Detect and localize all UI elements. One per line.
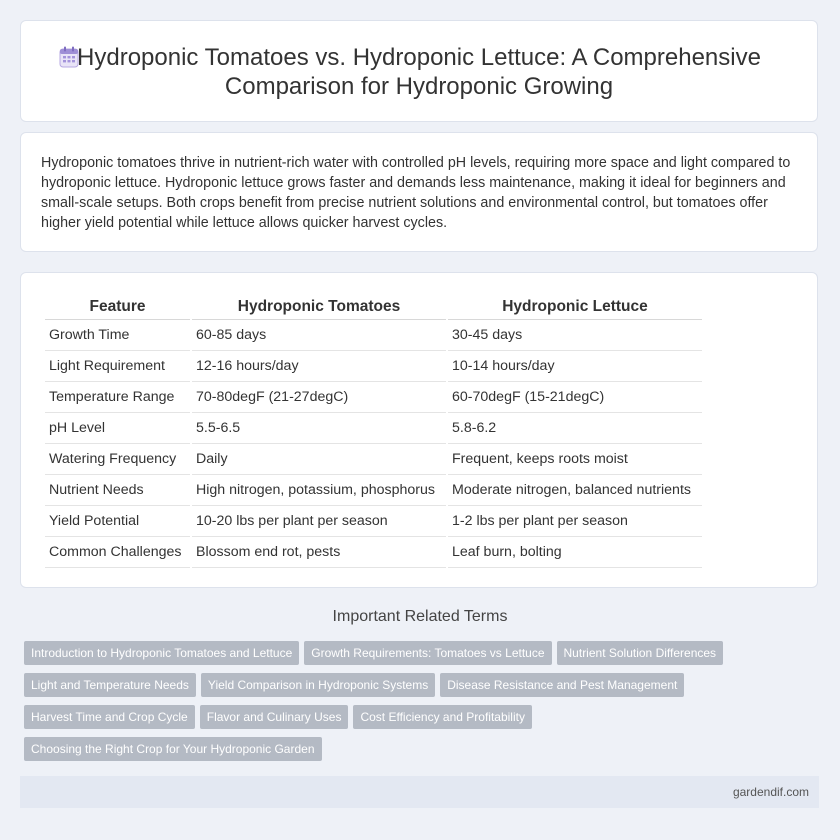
table-row [45,475,702,506]
table-cell: Common Challenges [45,537,190,568]
table-row [45,444,702,475]
related-term-tag[interactable]: Disease Resistance and Pest Management [440,673,684,697]
table-cell: Frequent, keeps roots moist [448,444,702,475]
tag-row [24,705,744,737]
tag-row [24,737,744,769]
table-cell: Yield Potential [45,506,190,537]
table-cell: Leaf burn, bolting [448,537,702,568]
table-cell: 10-14 hours/day [448,351,702,382]
table-row [45,506,702,537]
tag-row [24,641,744,673]
footer-site-link[interactable]: gardendif.com [732,785,809,799]
table-cell: Daily [192,444,446,475]
page-title: Hydroponic Tomatoes vs. Hydroponic Lettuce: A Comprehensive Comparison for Hydroponic Growing [77,44,761,100]
table-row [45,320,702,351]
table-row [45,382,702,413]
related-term-tag[interactable]: Light and Temperature Needs [24,673,196,697]
table-cell: 10-20 lbs per plant per season [192,506,446,537]
table-row [45,413,702,444]
table-row [45,351,702,382]
related-term-tag[interactable]: Nutrient Solution Differences [557,641,724,665]
comparison-table-card [20,272,818,588]
column-header: Hydroponic Tomatoes [192,295,446,320]
table-row [45,537,702,568]
column-header: Hydroponic Lettuce [448,295,702,320]
comparison-table [43,295,704,568]
footer [20,776,819,808]
related-term-tag[interactable]: Cost Efficiency and Profitability [353,705,532,729]
related-term-tag[interactable]: Introduction to Hydroponic Tomatoes and Lettuce [24,641,299,665]
table-cell: Light Requirement [45,351,190,382]
column-header: Feature [45,295,190,320]
table-cell: 60-70degF (15-21degC) [448,382,702,413]
related-term-tag[interactable]: Choosing the Right Crop for Your Hydroponic Garden [24,737,322,761]
related-terms-list [24,641,744,769]
table-cell: High nitrogen, potassium, phosphorus [192,475,446,506]
title-card [20,20,818,122]
table-cell: Moderate nitrogen, balanced nutrients [448,475,702,506]
table-cell: 1-2 lbs per plant per season [448,506,702,537]
table-cell: pH Level [45,413,190,444]
table-header-row [45,295,702,320]
table-cell: 60-85 days [192,320,446,351]
table-cell: Watering Frequency [45,444,190,475]
related-terms-heading: Important Related Terms [332,608,508,625]
related-term-tag[interactable]: Flavor and Culinary Uses [200,705,349,729]
table-cell: Growth Time [45,320,190,351]
table-cell: Nutrient Needs [45,475,190,506]
table-cell: 30-45 days [448,320,702,351]
related-term-tag[interactable]: Harvest Time and Crop Cycle [24,705,195,729]
table-cell: Temperature Range [45,382,190,413]
table-cell: Blossom end rot, pests [192,537,446,568]
intro-paragraph: Hydroponic tomatoes thrive in nutrient-rich water with controlled pH levels, requiring more space and light compared to hydroponic lettuce. Hydroponic lettuce grows faster and demands less maintenance, making it ideal for beginners and small-scale setups. Both crops benefit from precise nutrient solutions and environmental control, but tomatoes offer higher yield potential while lettuce allows quicker harvest cycles. [41,155,791,231]
table-cell: 70-80degF (21-27degC) [192,382,446,413]
table-cell: 5.8-6.2 [448,413,702,444]
table-cell: 5.5-6.5 [192,413,446,444]
related-term-tag[interactable]: Yield Comparison in Hydroponic Systems [201,673,435,697]
table-cell: 12-16 hours/day [192,351,446,382]
related-term-tag[interactable]: Growth Requirements: Tomatoes vs Lettuce [304,641,551,665]
tag-row [24,673,744,705]
intro-card [20,132,818,252]
